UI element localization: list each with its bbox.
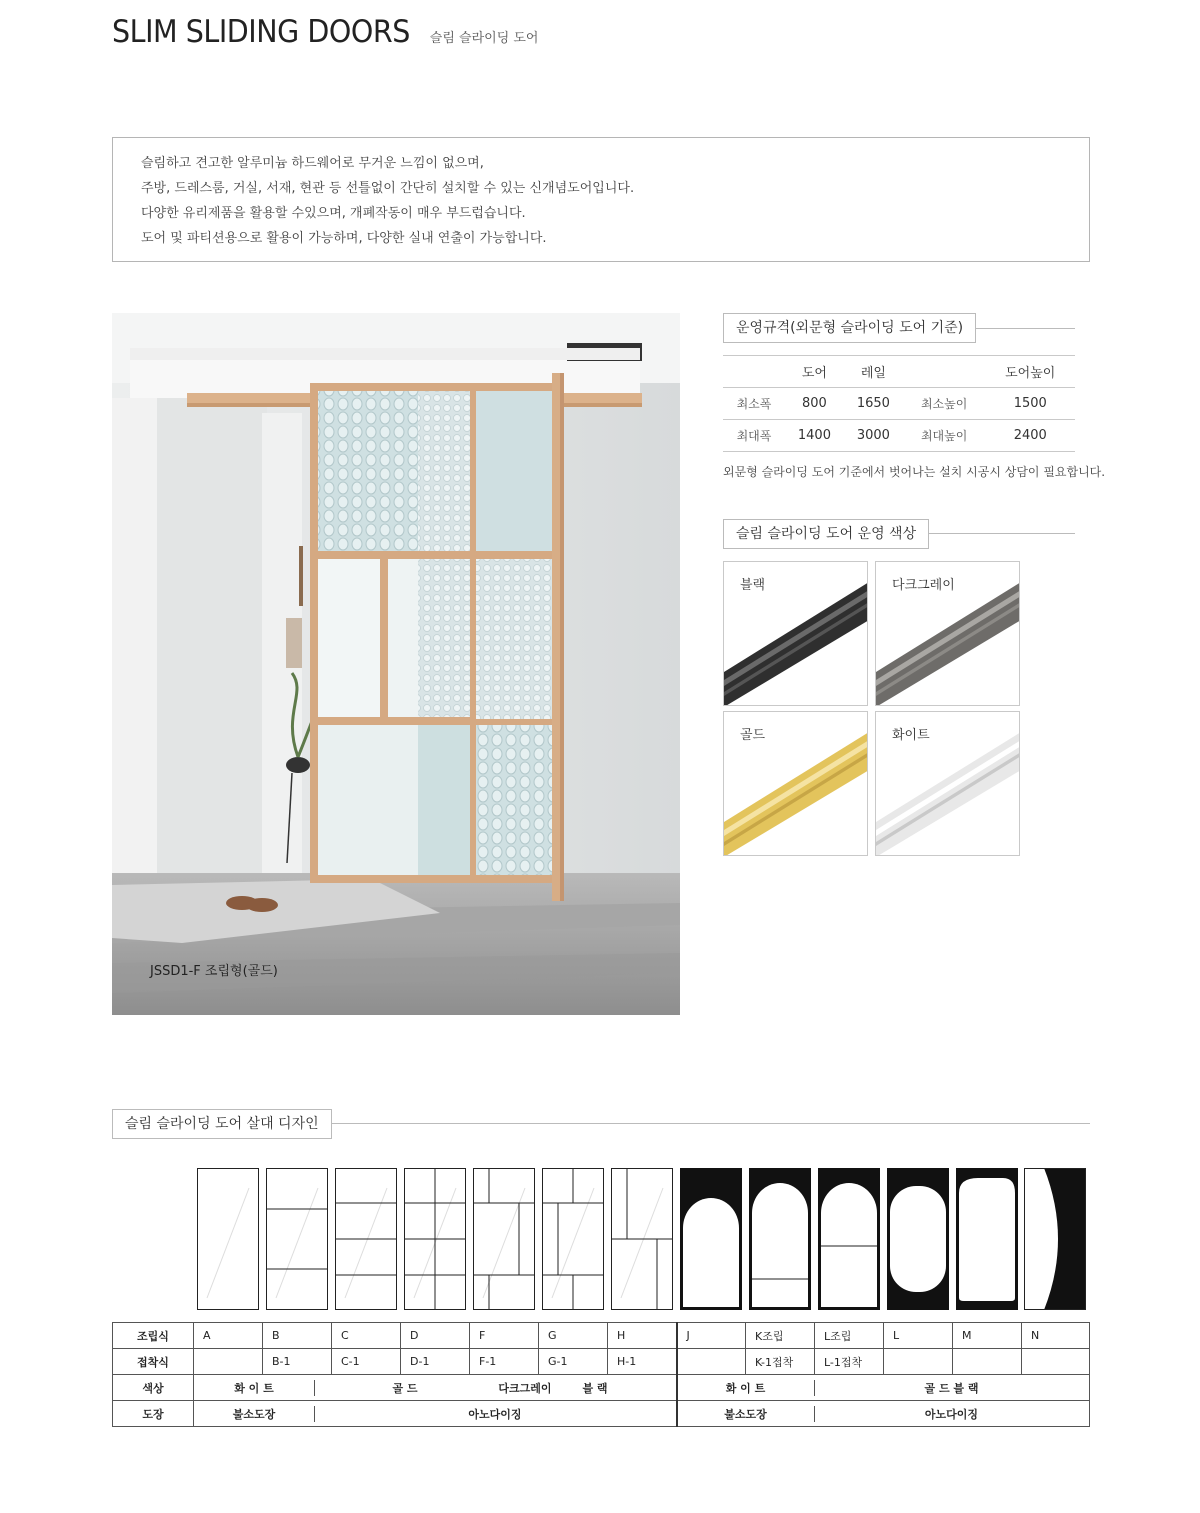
color-swatch-darkgray [875, 561, 1020, 706]
table-cell: J [677, 1323, 746, 1349]
color-swatch-white [875, 711, 1020, 856]
swatch-label: 다크그레이 [892, 578, 955, 593]
table-cell [1022, 1349, 1090, 1375]
swatch-label: 화이트 [892, 728, 930, 743]
door-photo-illustration [112, 313, 680, 1015]
table-cell [677, 1349, 746, 1375]
swatch-label: 블랙 [740, 578, 766, 593]
table-row [723, 388, 1075, 420]
table-cell [953, 1349, 1022, 1375]
row-header: 조립식 [113, 1323, 194, 1349]
table-cell [884, 1349, 953, 1375]
finish-right-cell [677, 1401, 1090, 1427]
spec-cell: 최소폭 [736, 397, 772, 411]
table-cell: L조립 [815, 1323, 884, 1349]
color-white: 화 이 트 [725, 1381, 766, 1395]
design-a-icon [197, 1168, 259, 1310]
swatch-label: 골드 [740, 728, 766, 743]
table-cell: H-1 [608, 1349, 677, 1375]
color-swatch-black [723, 561, 868, 706]
row-header: 접착식 [113, 1349, 194, 1375]
finish-fluorine: 불소도장 [724, 1407, 767, 1421]
spec-col-header: 레일 [860, 366, 886, 381]
spec-cell: 1400 [797, 428, 831, 443]
table-cell: L [884, 1323, 953, 1349]
color-gold: 골 드 [392, 1381, 418, 1395]
spec-col-header: 도어 [801, 366, 827, 381]
table-cell: M [953, 1323, 1022, 1349]
design-table [112, 1322, 1090, 1427]
table-cell: C [332, 1323, 401, 1349]
intro-line: 슬림하고 견고한 알루미늄 하드웨어로 무거운 느낌이 없으며, [141, 156, 484, 171]
spec-col-header: 도어높이 [1005, 366, 1056, 381]
intro-line: 다양한 유리제품을 활용할 수있으며, 개폐작동이 매우 부드럽습니다. [141, 206, 526, 221]
table-cell: D [401, 1323, 470, 1349]
color-darkgray: 다크그레이 [498, 1381, 552, 1395]
spec-cell: 800 [802, 396, 827, 411]
spec-col-header [723, 356, 785, 388]
design-k-icon [749, 1168, 811, 1310]
spec-cell: 2400 [1013, 428, 1047, 443]
color-swatch-gold [723, 711, 868, 856]
photo-caption: JSSD1-F 조립형(골드) [150, 964, 278, 979]
design-c-icon [335, 1168, 397, 1310]
table-cell: H [608, 1323, 677, 1349]
spec-note: 외문형 슬라이딩 도어 기준에서 벗어나는 설치 시공시 상담이 필요합니다. [723, 465, 1106, 479]
table-cell: G-1 [539, 1349, 608, 1375]
table-cell: K-1접착 [746, 1349, 815, 1375]
design-b-icon [266, 1168, 328, 1310]
design-n-icon [1024, 1168, 1086, 1310]
designs-heading: 슬림 슬라이딩 도어 살대 디자인 [112, 1109, 332, 1139]
table-cell: K조립 [746, 1323, 815, 1349]
finish-anodizing: 아노다이징 [468, 1407, 522, 1421]
spec-cell: 1500 [1013, 396, 1047, 411]
table-row [113, 1349, 1090, 1375]
spec-cell: 1650 [856, 396, 890, 411]
page-subtitle: 슬림 슬라이딩 도어 [429, 31, 539, 46]
design-m-icon [956, 1168, 1018, 1310]
intro-box [112, 137, 1090, 262]
color-gold-black: 골 드 블 랙 [924, 1381, 979, 1395]
table-cell: B [263, 1323, 332, 1349]
design-j-icon [680, 1168, 742, 1310]
table-cell: G [539, 1323, 608, 1349]
row-header: 도장 [113, 1401, 194, 1427]
table-row [113, 1375, 1090, 1401]
color-black: 블 랙 [582, 1381, 608, 1395]
spec-cell: 최소높이 [920, 397, 968, 411]
design-l-assembly-icon [818, 1168, 880, 1310]
intro-line: 도어 및 파티션용으로 활용이 가능하며, 다양한 실내 연출이 가능합니다. [141, 231, 547, 246]
design-g-icon [542, 1168, 604, 1310]
table-row [113, 1401, 1090, 1427]
table-cell: A [194, 1323, 263, 1349]
row-header: 색상 [113, 1375, 194, 1401]
table-cell: F [470, 1323, 539, 1349]
page-title: SLIM SLIDING DOORS [112, 14, 410, 50]
page-header [112, 14, 559, 50]
finish-anodizing: 아노다이징 [924, 1407, 979, 1421]
table-cell: N [1022, 1323, 1090, 1349]
spec-table [723, 355, 1075, 452]
design-h-icon [611, 1168, 673, 1310]
spec-cell: 최대높이 [920, 429, 968, 443]
spec-heading: 운영규격(외문형 슬라이딩 도어 기준) [723, 313, 976, 343]
colors-heading: 슬림 슬라이딩 도어 운영 색상 [723, 519, 929, 549]
spec-col-header [903, 356, 986, 388]
intro-line: 주방, 드레스룸, 거실, 서재, 현관 등 선틀없이 간단히 설치할 수 있는 신개념도어입니다. [141, 181, 635, 196]
color-white: 화 이 트 [234, 1381, 274, 1395]
design-l-icon [887, 1168, 949, 1310]
table-cell: L-1접착 [815, 1349, 884, 1375]
table-row [723, 420, 1075, 452]
table-cell: B-1 [263, 1349, 332, 1375]
design-d-icon [404, 1168, 466, 1310]
finish-left-cell [194, 1401, 677, 1427]
table-cell [194, 1349, 263, 1375]
color-right-cell [677, 1375, 1090, 1401]
product-photo [112, 313, 680, 1015]
design-f-icon [473, 1168, 535, 1310]
table-cell: D-1 [401, 1349, 470, 1375]
finish-fluorine: 불소도장 [232, 1407, 276, 1421]
table-row [113, 1323, 1090, 1349]
table-row [723, 356, 1075, 388]
spec-cell: 3000 [856, 428, 890, 443]
table-cell: C-1 [332, 1349, 401, 1375]
color-left-cell [194, 1375, 677, 1401]
spec-cell: 최대폭 [736, 429, 772, 443]
table-cell: F-1 [470, 1349, 539, 1375]
